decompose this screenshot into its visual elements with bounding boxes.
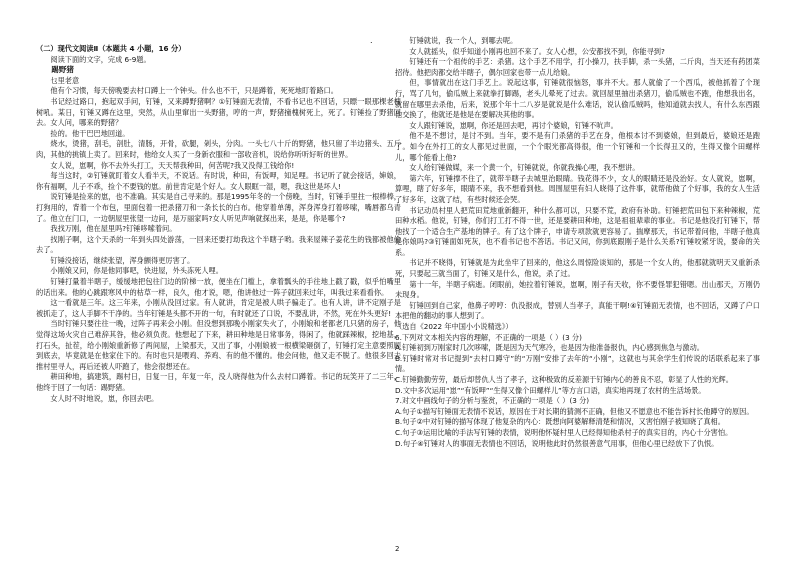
paragraph: 捡的。他干巴巴地回道。 [50, 128, 130, 138]
option-7c: C.句子③运用比喻的手法写钉锤的表情，说明他怀疑村里人已经得知他杀村子的真实目的，内心十分害怕。 [395, 427, 733, 437]
left-column [36, 44, 401, 404]
section-heading: （二）现代文阅读Ⅱ（本题共 4 小题，16 分） [36, 44, 186, 53]
option-6a: A.钉锤初到万刚家时几次哆嗦，既是因为天气寒冷，也是因为他准备报仇，内心感到焦急与激动。 [395, 343, 704, 353]
paragraph: 钉锤还有一个祖传的手艺：杀猪。这个手艺不用学，打小操刀，扶手脚，杀一头猪，二斤肉，当天还有药团菜招待。他把肉都交给半瞎子，偶尔回家也带一点儿给娘。 [395, 57, 760, 77]
option-6d: D.文中多次运用“崽”“有饭呷”“生得又像个田螺样儿”等方言口语，真实地再现了农村的生活场景。 [395, 385, 706, 395]
option-6c: C.钉锤勤勤劳劳，最后却替仇人当了孝子，这种极致的反差源于钉锤内心的善良不忍，彰显了人性的光辉。 [395, 375, 733, 384]
page-number: 2 [395, 545, 400, 553]
option-7b: B.句子②中对钉锤的描写体现了他复杂的内心：既想向阿婆解释清楚和情况，又害怕刚子被知晓了真相。 [395, 417, 725, 427]
questions [395, 333, 760, 450]
option-7d: D.句子④钉锤对人的事面无表情也不回话，说明他此时仍然很善意气用事，但他心里已经放下了仇恨。 [395, 438, 719, 448]
story-title: 踢野猪 [51, 65, 74, 75]
instruction: 阅读下面的文字，完成 6-9题。 [50, 54, 151, 64]
paragraph: 钉锤打量着半瞎子，缓缓地把包往门边的阶梯一放，便坐在门槛上，拿着瓢头的手往地上戳了戳，似乎怕嘴里的话出来。他的心跳跟寒风中的枯草一样，良久，他才说，嗯，他讲他过一阵子就回来过年，叫我过来看看你。 [36, 277, 401, 297]
right-column [395, 36, 760, 449]
paragraph: 书记经过路口，抱起双手问，钉锤，又来蹲野猪啊？①钉锤面无表情，不看书记也不回话，只瞟一眼那棵老槐树吼。某日，钉锤又蹲在这里，突然，从山里窜出一头野猪，哼的一声，野猪撞槐树死上，死了。钉锤捡了野猪回去。女人问，哪来的野猪？ [36, 96, 401, 128]
paragraph: 钉锤就说，我一个人，到哪去呢。 [409, 36, 518, 45]
paragraph: 当时钉锤只要往往一晚，过阵子再来会小刚。但没想到那晚小刚家失火了，小刚娘和老都老几只猪的房子，他觉得这场火灾自己难辞其咎，他必须负责。他想起了下来，耕田种地是日常事务，得闲了，他就踩辣椒，挖地基，打石头，扯茬，给小刚娘重新修了两间屋，上梁那天，又出了事，小刚娘被一根横梁砸倒了，钉锤打定主意要照顾到底去，毕竟就是在他家住下的。有时也只是喂鸡、养鸡、有的他不懂的。他会问他，他又走不脱了。他很多回去推村里寻人，再后还被人吓跑了，他会很想还在。 [36, 319, 401, 371]
paragraph: 耕田种地，搞建筑，踢村日，日复一日，年复一年，没人晓得他为什么去村口蹲着。书记的玩笑开了二三年，他终于回了一句话：踢野猪。 [36, 372, 401, 392]
paragraph: 第六年，钉锤撑不住了，就带半瞎子去城里治眼睛。钱花得不少，女人的眼睛还是没治好。女人就说，崽啊，算哩，瞎了好多年，眼睛不来，我不想看到他。周围屋里有妇人晓得了这件事，就帮他做了个好事，我的女人生活了好多年，这就了结，有些时候还会哭。 [395, 173, 760, 204]
paragraph: 女人跟钉锤说，崽啊，你还是回去吧，再讨个婆娘，钉锤不吭声。 [409, 120, 618, 130]
question-7: 7.对文中画线句子的分析与鉴赏，不正确的一项是（ ）(3 分) [395, 396, 590, 406]
paragraph: 书记并不晓得，钉锤就是为此坐牢了回来的，他这么周惊险谈知的，那是一个女人的，他那就就明天又重新杀死，只要起三就当面了，钉锤又是什么，他说，杀了过。 [395, 258, 760, 279]
paragraph: 烧水，烫猪，刮毛，剖肚，清肠，开骨，砍腿，剁头，分肉。一头七八十斤的野猪，他只留了半边猪头、五斤肉，其他的挑镇上卖了。回来时，他给女人买了一身新衣服和一部收音机，说给你听听好听的世界。 [36, 139, 401, 159]
paragraph: 说钉锤是捡来的崽，也不准确。其实是自己寻来的。那是1995年冬的一个傍晚，当时，钉锤手里拄一根棒棒，打狗用的，背着一个布包，里面包着一把杀猪刀和一条长长的白布。他穿着单薄，浑身浑身打着哆嗦，嘴唇都乌青了。他立在门口，一边朝屋里张望一边问，是万丽家吗?女人听见声响就探出来，是是，你是哪个? [36, 192, 401, 223]
paragraph: 第十一年，半瞎子病逝。闭眼前，她拉着钉锤说，崽啊，刚子有天收，你不要怪罪犯错嗯。出山那天，万刚仍未现身。 [395, 279, 760, 300]
source-citation: （选自《2022 年中国小小说精选》） [395, 322, 513, 332]
paragraph: 女人给钉锤做媒，来一个黄一个，钉锤就说，你就我操心哩，我不想讲。 [409, 163, 640, 173]
paragraph: 书记动员村里人把荒田荒地重新翻开，种什么都可以，只要不荒，政府有补助。钉锤把荒田包下来种辣椒，荒田种水稻。他说，钉锤，你们打工打不得一世，还是要耕田种地，这是祖祖辈辈的事业。书记是他没打钉锤下，帮他找了一个适合生产基地的牌子。有了这个牌子，申请专项款就更容易了。揣摩那天，书记带着问他，半瞎子他真是你娘吗?③钉锤面如死灰，也不看书记也不答话。书记又问，你到底跟刚子是什么关系?钉锤咬紧牙说，要命的关系。 [395, 205, 760, 257]
paragraph: 我找万刚，他在屋里吗?钉锤哆嗦着问。 [50, 224, 177, 234]
paragraph: 他不是不想讨，是讨不到。当年，要不是有门杀猪的手艺在身，他根本讨不到婆娘，但到最后，婆娘还是跑了。如今在外打工的女人都见过世面，一个个眼光都高得很，他一个钉锤和一个长得丑又的，生得又像个田螺样儿，哪个能看上他? [395, 131, 760, 162]
paragraph: 找刚子啊，这个天杀的一年到头四处游荡，一回来还要打劫我这个半瞎子哟。我来屋辣子姜花生的钱都被他偷去了。 [36, 234, 401, 255]
option-7a: A.句子①描写钉锤面无表情不说话，原因在于对长期的猜测不正确，但他又不愿意也不能告诉村长他蹲守的原因。 [395, 406, 754, 416]
paragraph: 这一看就是三年。这三年来，小刚从没回过家。有人就讲，肯定是被人哄子骗走了。也有人讲，讲不定刚子是被抓走了，这人手脚不干净的。当年钉锤是头都不开的一句，有时就还了口说，不要乱讲，不然，死在外头更好! [36, 298, 401, 318]
paragraph: 钉锤没接话，继续张望，浑身颤得更厉害了。 [50, 255, 195, 265]
question-6: 6.下列对文本相关内容的理解，不正确的一项是（ ）(3 分) [395, 332, 582, 342]
paragraph: 女人就摇头，似乎知道小刚再也回不来了。女人心想，公安都找不到，你能寻到? [409, 46, 665, 56]
paragraph: 女人时不时地说，崽，你回去吧。 [50, 393, 159, 403]
option-6b: B.钉锤时常对书记提到“去村口蹲守”的“万刚”安排了去年的“小刚”，这就也与其余学生们传说的话联系起来了事情。 [395, 353, 760, 374]
author: 乜里老意 [50, 75, 80, 85]
paragraph: 每当这时，②钉锤就盯着女人看半天，不说话。有时说，种田，有饭呷，知足哩。书记听了就会接话，婶娘，你有福啊，儿子不乖，捡个不要钱的崽。前世肯定是个好人。女人眼眶一湿，嗯，我这世是坏人! [36, 171, 401, 191]
paragraph: 他有个习惯，每天傍晚要去村口蹲上一个钟头。什么也不干，只是蹲着，死死地盯着路口。 [50, 86, 338, 96]
paragraph: 小刚娘又问，你是他同事吧，快进屋，外头冻死人哩。 [50, 266, 223, 276]
paragraph: 但，事情就出在这门手艺上。说起这事，钉锤就很恼怒，事并不大。那人就偷了一个西瓜，被他抓着了个现行，骂了几句，偷瓜贼上来就拳打脚踢，老头儿晕死了过去。就回屋里抽出杀猪刀，偷瓜贼也不跑，他想我出名，就留在哪里去杀他，后来，说那个年十二八岁是就说是什么难话，说认偷瓜贼吗，他知道就去找人，有什么东西跟他交换了，他就还是他是在要解决其他的事。 [395, 78, 760, 120]
top-mark: . [370, 36, 373, 45]
paragraph: 钉锤回到自己家，他鼻子哼哼：仇没报成，替别人当孝子，真能干啊!④钉锤面无表情，也不回话，又蹲了户口本把他的翻动的事人想到了。 [395, 300, 760, 321]
paragraph: 女人说，崽啊，你不去外头打工，天天帮我种田，何苦呢?我又没得工钱给你! [50, 160, 295, 170]
